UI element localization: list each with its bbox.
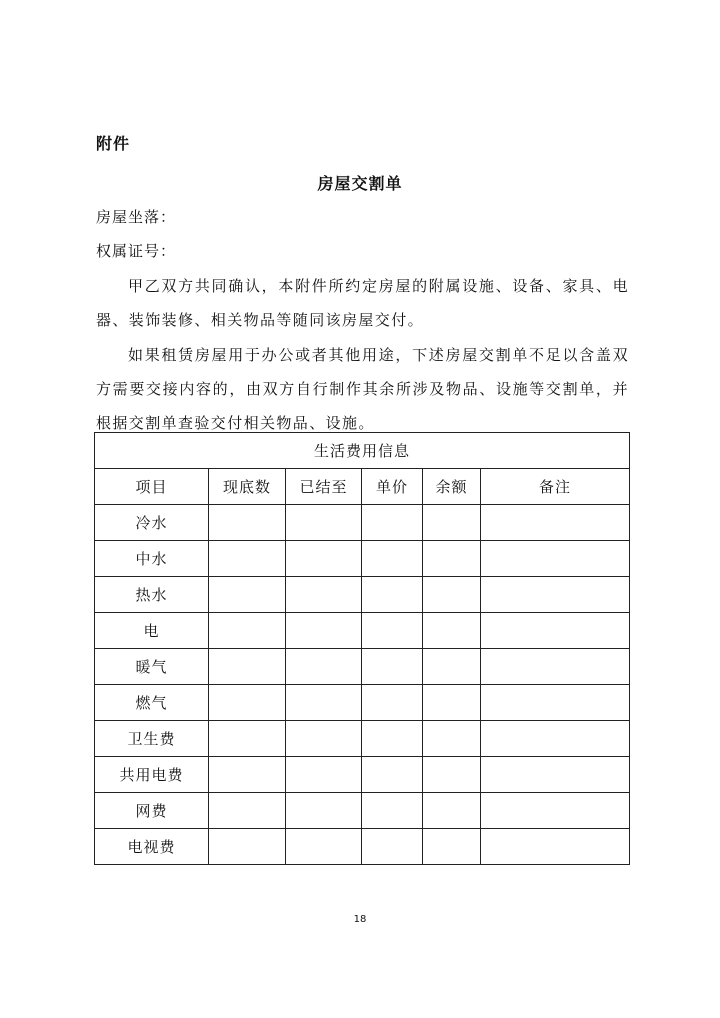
table-cell [209, 613, 286, 649]
table-cell [362, 541, 423, 577]
attachment-label: 附件 [96, 134, 131, 153]
column-header-unit-price: 单价 [362, 469, 423, 505]
table-cell [423, 829, 481, 865]
table-cell [481, 505, 630, 541]
column-header-remarks: 备注 [481, 469, 630, 505]
row-label: 冷水 [95, 505, 209, 541]
row-label: 燃气 [95, 685, 209, 721]
table-cell [362, 793, 423, 829]
table-cell [423, 613, 481, 649]
row-label: 网费 [95, 793, 209, 829]
table-cell [286, 829, 362, 865]
table-cell [209, 685, 286, 721]
table-row [95, 793, 630, 829]
table-cell [481, 649, 630, 685]
table-cell [481, 757, 630, 793]
table-row [95, 649, 630, 685]
table-cell [209, 541, 286, 577]
usage-paragraph: 如果租赁房屋用于办公或者其他用途，下述房屋交割单不足以含盖双方需要交接内容的，由双方自行制作其余所涉及物品、设施等交割单，并根据交割单查验交付相关物品、设施。 [96, 346, 629, 432]
page-number: 18 [353, 914, 367, 925]
table-cell [362, 829, 423, 865]
table-cell [286, 649, 362, 685]
table-cell [481, 829, 630, 865]
row-label: 电 [95, 613, 209, 649]
table-cell [286, 577, 362, 613]
table-cell [286, 613, 362, 649]
table-row [95, 541, 630, 577]
table-cell [481, 541, 630, 577]
table-cell [209, 649, 286, 685]
table-cell [423, 721, 481, 757]
table-cell [209, 577, 286, 613]
location-field-label: 房屋坐落： [96, 208, 177, 226]
table-cell [481, 577, 630, 613]
row-label: 共用电费 [95, 757, 209, 793]
table-cell [362, 685, 423, 721]
table-cell [362, 613, 423, 649]
table-cell [423, 757, 481, 793]
column-header-settled-until: 已结至 [286, 469, 362, 505]
table-cell [286, 721, 362, 757]
table-cell [362, 757, 423, 793]
table-cell [423, 685, 481, 721]
table-cell [286, 541, 362, 577]
table-row [95, 505, 630, 541]
table-cell [286, 793, 362, 829]
row-label: 电视费 [95, 829, 209, 865]
table-cell [362, 505, 423, 541]
table-cell [209, 505, 286, 541]
table-cell [362, 721, 423, 757]
row-label: 暖气 [95, 649, 209, 685]
table-cell [423, 793, 481, 829]
column-header-current-reading: 现底数 [209, 469, 286, 505]
table-row [95, 577, 630, 613]
table-cell [481, 721, 630, 757]
table-cell [481, 613, 630, 649]
table-cell [423, 541, 481, 577]
row-label: 卫生费 [95, 721, 209, 757]
utility-fee-table [94, 432, 630, 865]
table-cell [362, 577, 423, 613]
table-cell [209, 793, 286, 829]
row-label: 热水 [95, 577, 209, 613]
table-row [95, 757, 630, 793]
column-header-item: 项目 [95, 469, 209, 505]
table-row [95, 613, 630, 649]
confirmation-paragraph: 甲乙双方共同确认，本附件所约定房屋的附属设施、设备、家具、电器、装饰装修、相关物品等随同该房屋交付。 [96, 277, 629, 329]
table-title: 生活费用信息 [95, 433, 630, 469]
table-cell [286, 757, 362, 793]
table-cell [286, 505, 362, 541]
table-cell [286, 685, 362, 721]
table-cell [481, 793, 630, 829]
table-cell [423, 577, 481, 613]
table-cell [481, 685, 630, 721]
table-row [95, 685, 630, 721]
table-cell [209, 721, 286, 757]
certificate-field-label: 权属证号： [96, 242, 177, 260]
document-title: 房屋交割单 [317, 174, 403, 193]
table-cell [209, 829, 286, 865]
row-label: 中水 [95, 541, 209, 577]
table-cell [209, 757, 286, 793]
table-cell [423, 505, 481, 541]
table-row [95, 829, 630, 865]
column-header-balance: 余额 [423, 469, 481, 505]
table-row [95, 721, 630, 757]
table-cell [362, 649, 423, 685]
table-cell [423, 649, 481, 685]
